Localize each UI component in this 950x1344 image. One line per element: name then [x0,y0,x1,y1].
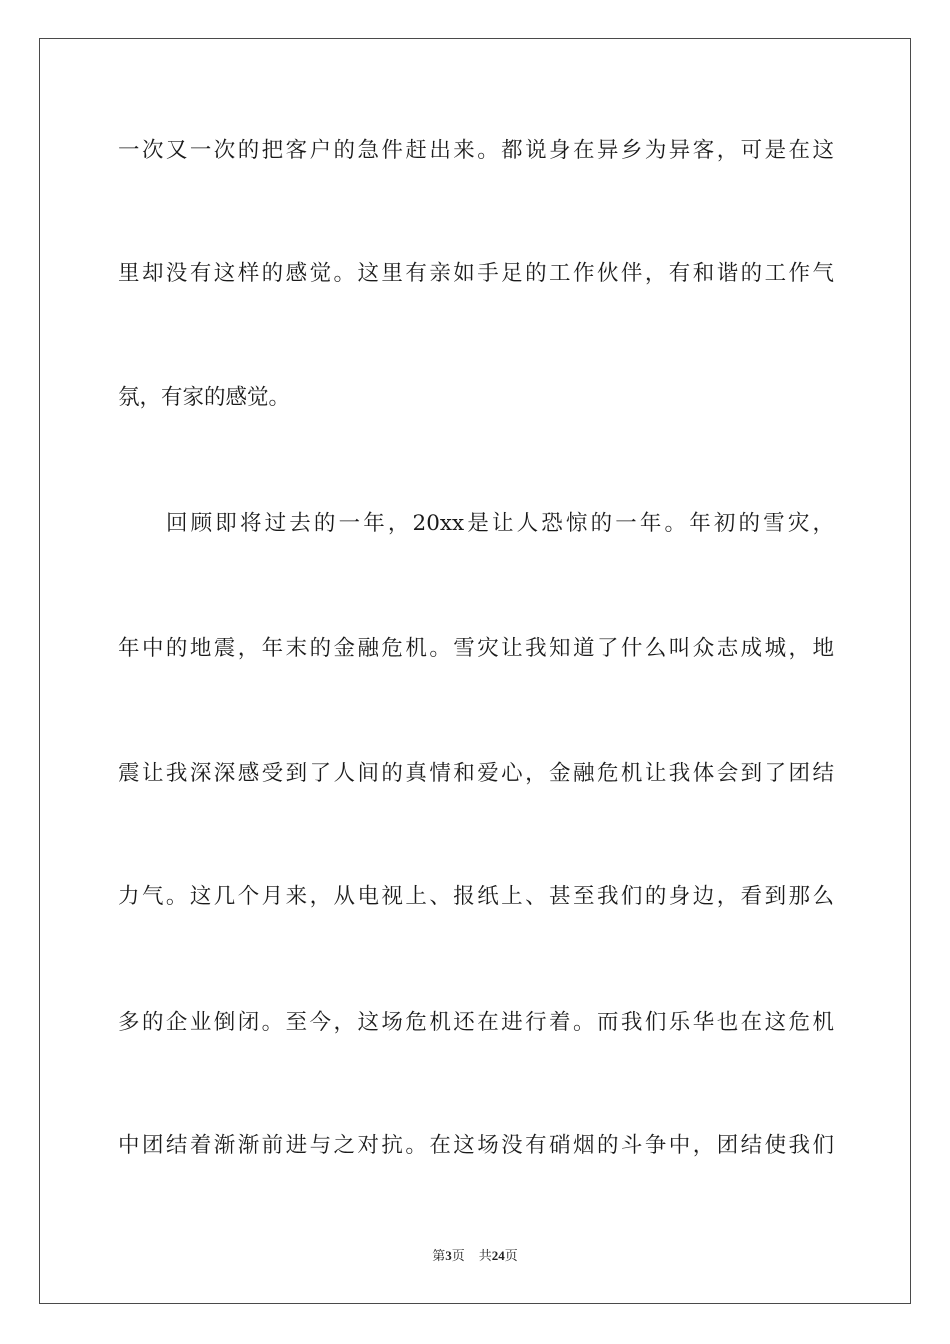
page-number: 3 [445,1248,452,1263]
body-line-3: 氛，有家的感觉。 [118,385,291,410]
page-suffix: 页 [451,1248,465,1263]
page-prefix: 第 [432,1248,446,1263]
body-line-5: 年中的地震，年末的金融危机。雪灾让我知道了什么叫众志成城，地 [118,636,834,661]
total-prefix: 共 [478,1248,492,1263]
total-pages: 24 [491,1248,505,1263]
total-suffix: 页 [504,1248,518,1263]
body-line-7: 力气。这几个月来，从电视上、报纸上、甚至我们的身边，看到那么 [118,884,834,909]
body-line-8: 多的企业倒闭。至今，这场危机还在进行着。而我们乐华也在这危机 [118,1010,834,1035]
body-line-4: 回顾即将过去的一年，20xx是让人恐惊的一年。年初的雪灾， [166,511,834,536]
body-line-2: 里却没有这样的感觉。这里有亲如手足的工作伙伴，有和谐的工作气 [118,261,834,286]
page-footer [0,1247,950,1265]
page-frame [39,38,911,1304]
body-line-1: 一次又一次的把客户的急件赶出来。都说身在异乡为异客，可是在这 [118,138,834,163]
body-line-6: 震让我深深感受到了人间的真情和爱心，金融危机让我体会到了团结 [118,761,834,786]
body-line-9: 中团结着渐渐前进与之对抗。在这场没有硝烟的斗争中，团结使我们 [118,1133,834,1158]
